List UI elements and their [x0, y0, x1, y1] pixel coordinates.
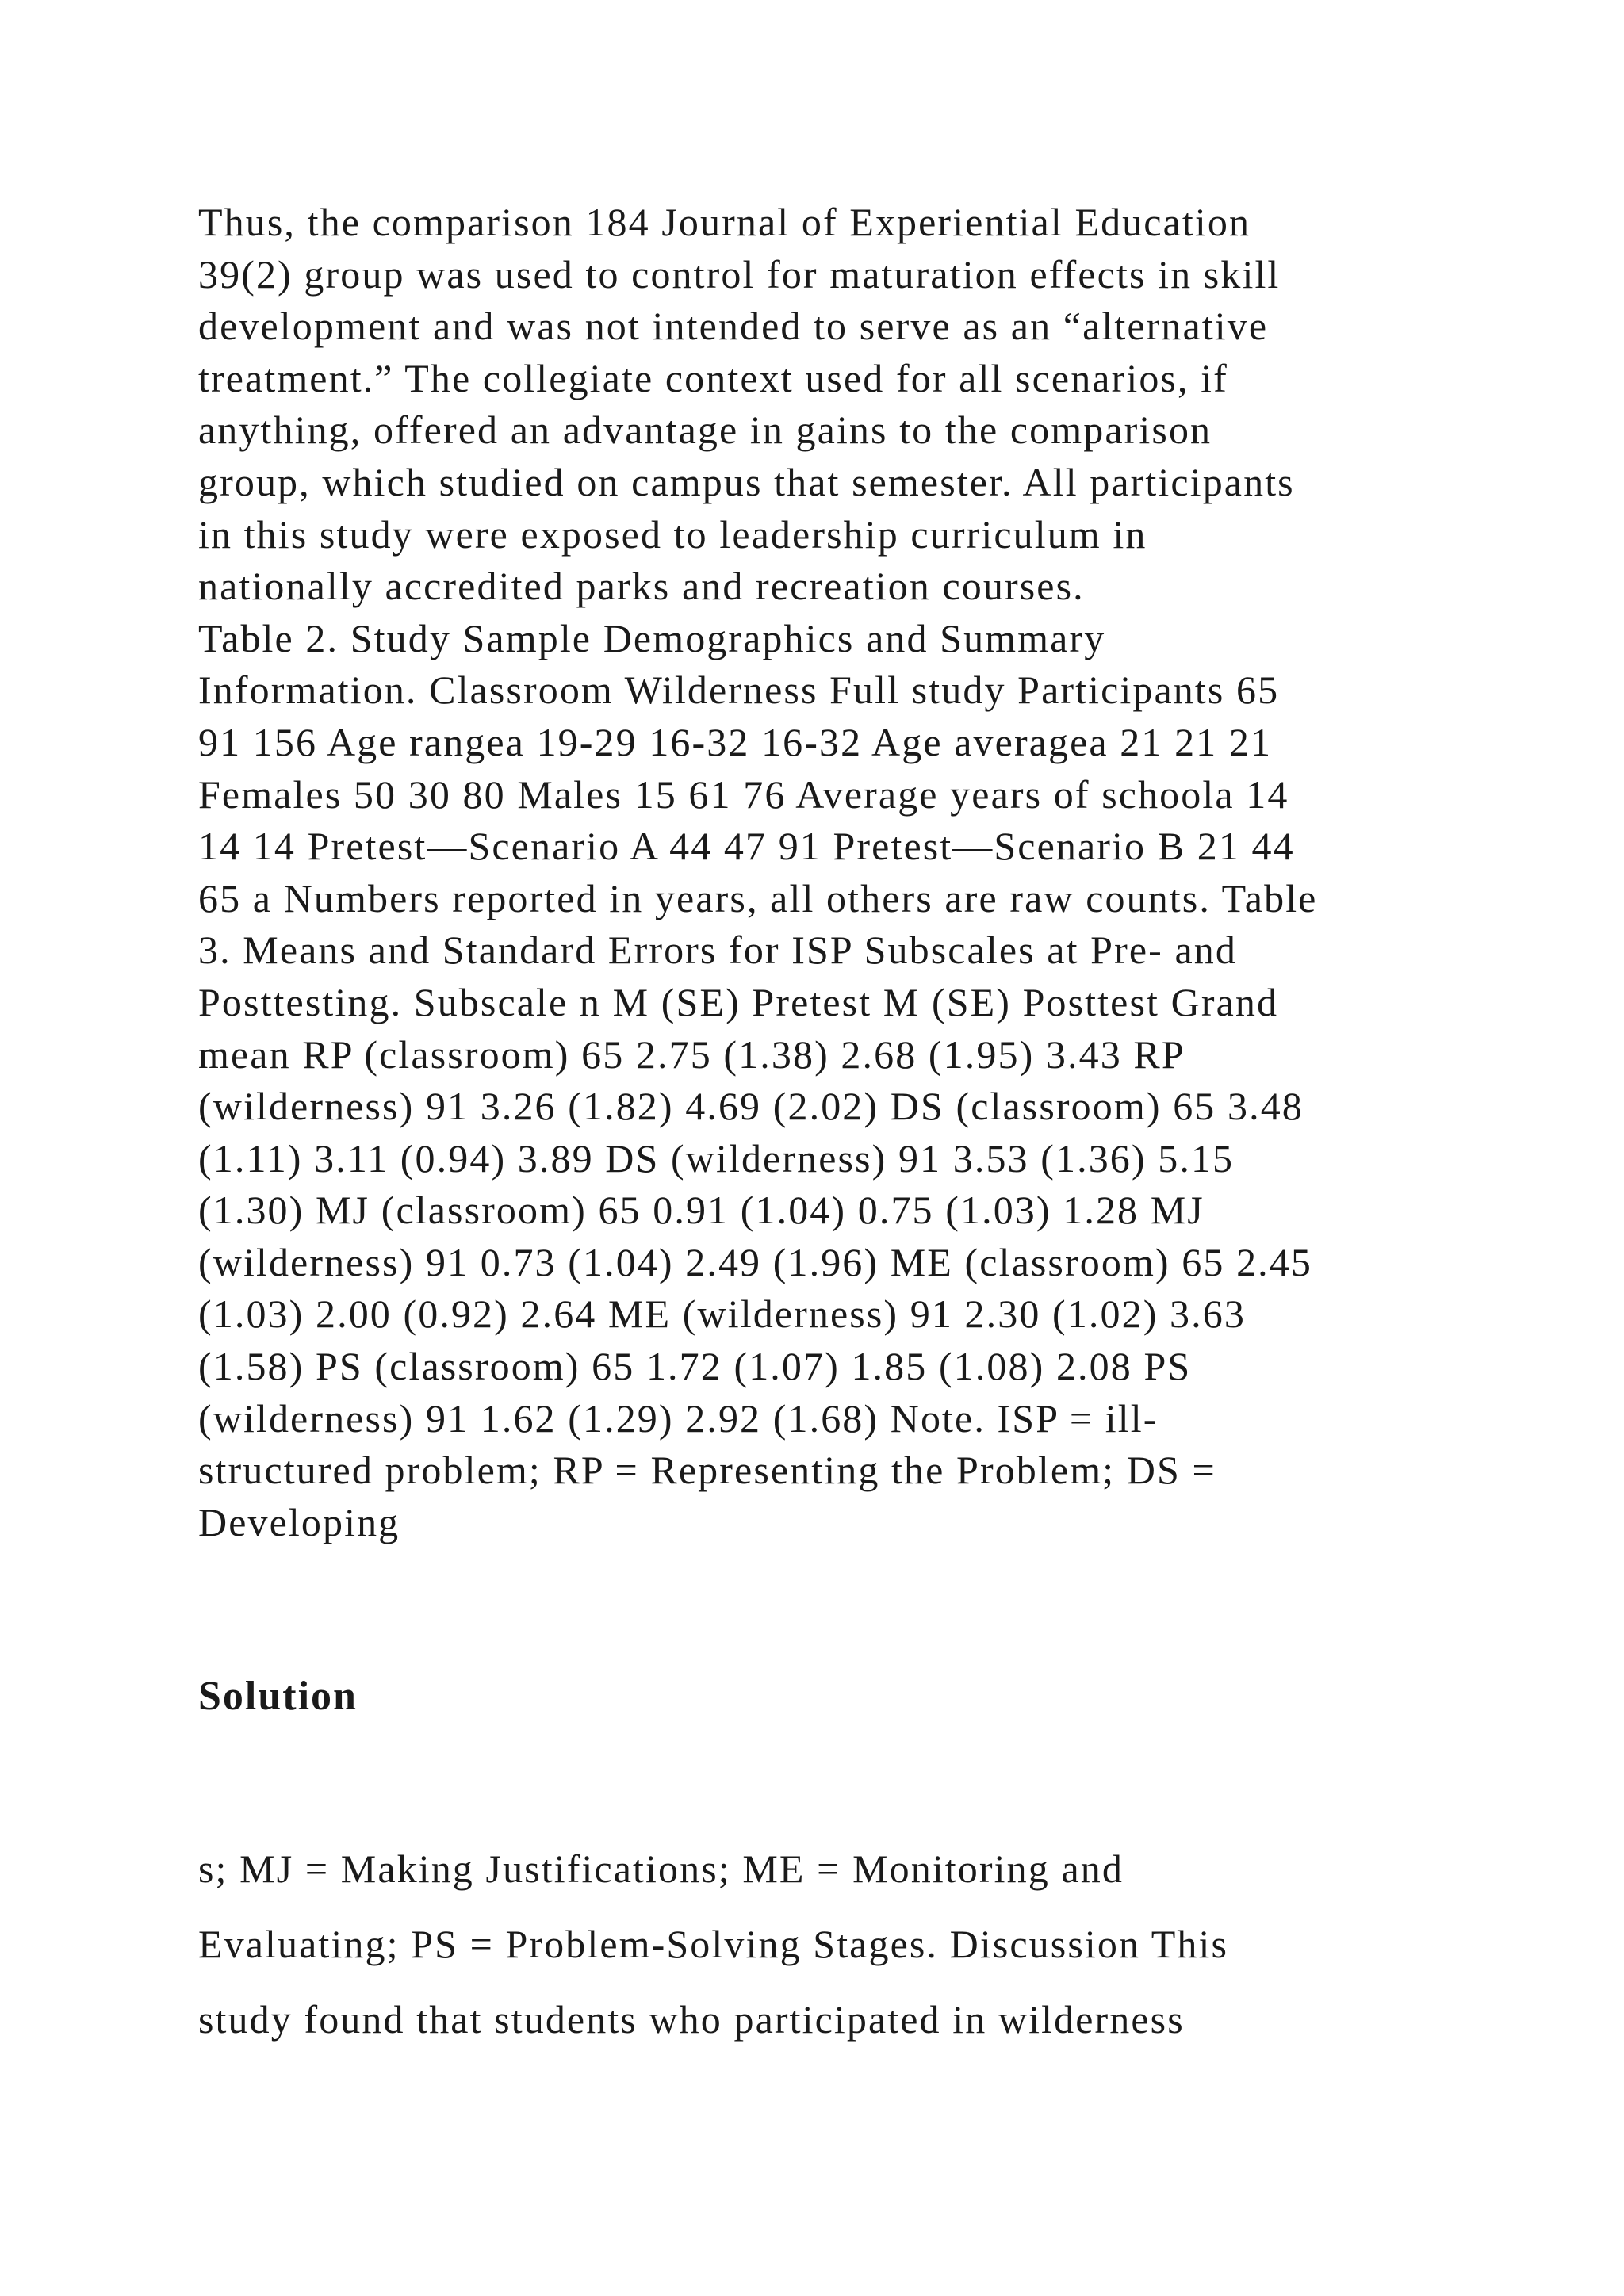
solution-line: study found that students who participated in wilderness	[198, 1997, 1185, 2042]
body-line: nationally accredited parks and recreation courses.	[198, 564, 1085, 609]
body-line: (wilderness) 91 0.73 (1.04) 2.49 (1.96) ME (classroom) 65 2.45	[198, 1239, 1312, 1284]
solution-line: Evaluating; PS = Problem-Solving Stages. Discussion This	[198, 1922, 1229, 1966]
body-line: anything, offered an advantage in gains to the comparison	[198, 408, 1212, 453]
body-line: Table 2. Study Sample Demographics and Summary	[198, 615, 1106, 660]
solution-paragraph	[198, 1831, 1451, 2057]
body-line: (1.03) 2.00 (0.92) 2.64 ME (wilderness) 91 2.30 (1.02) 3.63	[198, 1292, 1246, 1337]
body-line: in this study were exposed to leadership curriculum in	[198, 511, 1147, 557]
body-paragraph	[198, 197, 1451, 1548]
body-line: (1.30) MJ (classroom) 65 0.91 (1.04) 0.75 (1.03) 1.28 MJ	[198, 1188, 1205, 1233]
body-line: 3. Means and Standard Errors for ISP Subscales at Pre- and	[198, 928, 1237, 973]
body-line: treatment.” The collegiate context used for all scenarios, if	[198, 355, 1228, 400]
body-line: 39(2) group was used to control for maturation effects in skill	[198, 251, 1281, 297]
body-line: (wilderness) 91 1.62 (1.29) 2.92 (1.68) Note. ISP = ill-	[198, 1395, 1159, 1441]
body-line: group, which studied on campus that semester. All participants	[198, 459, 1295, 504]
body-line: Thus, the comparison 184 Journal of Experiential Education	[198, 200, 1251, 244]
body-line: (1.58) PS (classroom) 65 1.72 (1.07) 1.85 (1.08) 2.08 PS	[198, 1344, 1192, 1389]
body-line: development and was not intended to serve as an “alternative	[198, 304, 1269, 349]
body-line: (1.11) 3.11 (0.94) 3.89 DS (wilderness) 91 3.53 (1.36) 5.15	[198, 1135, 1235, 1181]
solution-heading: Solution	[198, 1674, 358, 1719]
body-line: Information. Classroom Wilderness Full study Participants 65	[198, 668, 1280, 713]
body-line: Females 50 30 80 Males 15 61 76 Average years of schoola 14	[198, 771, 1289, 817]
body-line: mean RP (classroom) 65 2.75 (1.38) 2.68 (1.95) 3.43 RP	[198, 1031, 1185, 1077]
body-line: structured problem; RP = Representing the Problem; DS =	[198, 1448, 1216, 1493]
body-line: 91 156 Age rangea 19-29 16-32 16-32 Age averagea 21 21 21	[198, 719, 1273, 764]
body-line: Posttesting. Subscale n M (SE) Pretest M (SE) Posttest Grand	[198, 979, 1279, 1024]
solution-line: s; MJ = Making Justifications; ME = Monitoring and	[198, 1846, 1124, 1891]
body-line: Developing	[198, 1499, 400, 1544]
body-line: 65 a Numbers reported in years, all others are raw counts. Table	[198, 875, 1318, 920]
body-line: 14 14 Pretest—Scenario A 44 47 91 Pretest—Scenario B 21 44	[198, 824, 1295, 869]
body-line: (wilderness) 91 3.26 (1.82) 4.69 (2.02) DS (classroom) 65 3.48	[198, 1084, 1304, 1129]
